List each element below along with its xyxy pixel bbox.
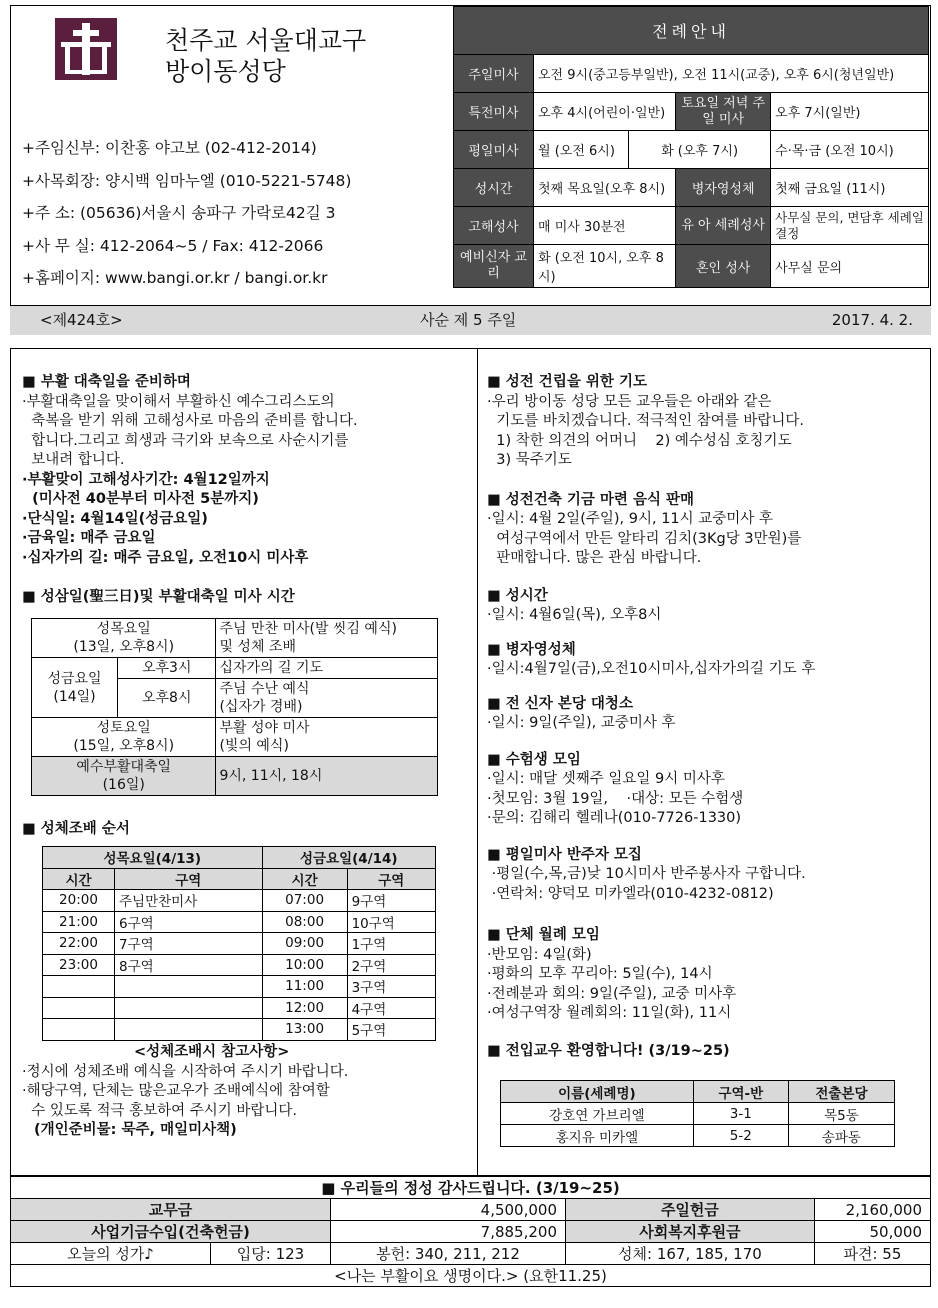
pastor-line: +주임신부: 이찬홍 야고보 (02-412-2014): [22, 139, 317, 157]
cell-text: 07:00: [262, 890, 347, 912]
schedule-label: 유 아 세례성사: [676, 207, 771, 245]
section-title: ■ 수험생 모임: [487, 751, 581, 768]
offering-label: 교무금: [11, 1199, 331, 1221]
text-line: ·여성구역장 월례회의: 11일(화), 11시: [487, 1005, 732, 1021]
text-line: ·평일(수,목,금)낮 10시미사 반주봉사자 구합니다.: [487, 866, 806, 882]
section-title: ■ 전입교우 환영합니다! (3/19~25): [487, 1042, 730, 1059]
schedule-value: 화 (오전 10시, 오후 8시): [534, 245, 676, 288]
schedule-label: 병자영성체: [676, 169, 771, 207]
cell-text: 22:00: [43, 933, 115, 955]
contact-info: [22, 132, 351, 295]
cell-text: 9구역: [347, 890, 435, 912]
table-row: [43, 1019, 436, 1041]
schedule-value: 사무실 문의: [771, 245, 929, 288]
schedule-label: 토요일 저녁 주일 미사: [676, 93, 771, 131]
cell-text: 주님 수난 예식: [219, 681, 310, 697]
office-line: +사 무 실: 412-2064~5 / Fax: 412-2066: [22, 236, 324, 255]
offering-label: 사회복지후원금: [566, 1221, 815, 1243]
issue-number: <제424호>: [40, 311, 123, 329]
text-line: ·해당구역, 단체는 많은교우가 조배예식에 참여할: [22, 1083, 330, 1099]
adoration-notes: [22, 1043, 348, 1141]
cell-text: 8구역: [115, 954, 263, 976]
cell-text: 10구역: [347, 911, 435, 933]
cell-text: 및 성체 조배: [219, 639, 296, 655]
text-line: 보내려 합니다.: [22, 452, 125, 468]
cell-text: [43, 1019, 115, 1041]
schedule-value: 사무실 문의, 면담후 세례일 결정: [771, 207, 929, 245]
address-line: +주 소: (05636)서울시 송파구 가락로42길 3: [22, 204, 336, 222]
cell-text: (십자가 경배): [219, 699, 303, 715]
schedule-value: 첫째 목요일(오후 8시): [534, 169, 676, 207]
cell-text: 십자가의 길 기도: [216, 658, 438, 679]
cell-text: 6구역: [115, 911, 263, 933]
section-title: ■ 병자영성체: [487, 641, 576, 658]
cell-text: 13:00: [262, 1019, 347, 1041]
cell-text: 성목요일: [96, 621, 151, 637]
text-line: 1) 착한 의견의 어머니 2) 예수성심 호칭기도: [487, 432, 792, 449]
cell-text: 08:00: [262, 911, 347, 933]
schedule-label: 성시간: [454, 169, 534, 207]
cell-text: 부활 성야 미사: [219, 720, 310, 736]
schedule-label: 주일미사: [454, 55, 534, 93]
text-line: ·우리 방이동 성당 모든 교우들은 아래와 같은: [487, 393, 772, 410]
easter-section: [22, 373, 358, 568]
cell-text: (16일): [102, 777, 145, 793]
offering-table: [10, 1176, 931, 1287]
header-cell: 시간: [43, 868, 115, 890]
cell-text: (14일): [53, 688, 96, 705]
cell-text: 송파동: [788, 1125, 894, 1147]
offering-value: 2,160,000: [814, 1199, 930, 1221]
schedule-value: 오전 9시(중고등부일반), 오전 11시(교중), 오후 6시(청년일반): [534, 55, 929, 93]
section-title: ■ 전 신자 본당 대청소: [487, 695, 633, 712]
text-line: ·부활맞이 고해성사기간: 4월12일까지: [22, 471, 270, 488]
cell-text: 12:00: [262, 997, 347, 1019]
schedule-label: 평일미사: [454, 131, 534, 169]
offering-value: 4,500,000: [331, 1199, 566, 1221]
cell-text: 7구역: [115, 933, 263, 955]
text-line: ·정시에 성체조배 예식을 시작하여 주시기 바랍니다.: [22, 1063, 349, 1080]
cell-text: [115, 1019, 263, 1041]
cell-text: 강호연 가브리엘: [501, 1103, 694, 1125]
text-line: ·금육일: 매주 금요일: [22, 530, 156, 546]
issue-date: 2017. 4. 2.: [831, 311, 913, 329]
offering-label: 사업기금수입(건축헌금): [11, 1221, 331, 1243]
parish-name-line1: 천주교 서울대교구: [165, 26, 367, 55]
text-line: 3) 묵주기도: [487, 452, 572, 468]
text-line: 합니다.그리고 희생과 극기와 보속으로 사순시기를: [22, 432, 349, 449]
adoration-title: [22, 820, 130, 840]
cell-text: 20:00: [43, 890, 115, 912]
hymn-communion: 성체: 167, 185, 170: [566, 1243, 815, 1265]
schedule-value: 오후 4시(어린이·일반): [534, 93, 676, 131]
section-title: ■ 성체조배 순서: [22, 821, 130, 837]
cell-text: 2구역: [347, 954, 435, 976]
cell-text: 주님만찬미사: [115, 890, 263, 912]
hymn-offertory: 봉헌: 340, 211, 212: [331, 1243, 566, 1265]
offering-value: 7,885,200: [331, 1221, 566, 1243]
cell-text: [43, 976, 115, 998]
cell-text: 10:00: [262, 954, 347, 976]
header-cell: 구역-반: [693, 1081, 788, 1103]
text-line: ·일시: 4월6일(목), 오후8시: [487, 607, 662, 623]
right-column: [487, 373, 815, 1061]
section-title: ■ 부활 대축일을 준비하며: [22, 374, 191, 390]
notes-title: <성체조배시 참고사항>: [134, 1044, 290, 1060]
schedule-value: 수·목·금 (오전 10시): [771, 131, 929, 169]
triduum-title: [22, 588, 295, 608]
parish-logo: [55, 18, 117, 80]
adoration-table: [42, 846, 436, 1041]
cell-text: 3구역: [347, 976, 435, 998]
text-line: ·일시: 매달 셋째주 일요일 9시 미사후: [487, 771, 725, 787]
text-line: ·반모임: 4일(화): [487, 946, 592, 963]
header-cell: 전출본당: [788, 1081, 894, 1103]
text-line: ·단식일: 4월14일(성금요일): [22, 510, 208, 527]
text-line: ·평화의 모후 꾸리아: 5일(수), 14시: [487, 966, 713, 982]
text-line: ·일시:4월7일(금),오전10시미사,십자가의길 기도 후: [487, 661, 816, 677]
text-line: (미사전 40분부터 미사전 5분까지): [22, 491, 259, 507]
section-title: ■ 성시간: [487, 587, 548, 604]
section-title: ■ 평일미사 반주자 모집: [487, 846, 642, 863]
table-row: [501, 1103, 895, 1125]
cell-text: [115, 997, 263, 1019]
cell-text: [115, 976, 263, 998]
cell-text: 23:00: [43, 954, 115, 976]
text-line: ·문의: 김해리 헬레나(010-7726-1330): [487, 810, 742, 826]
text-line: (개인준비물: 묵주, 매일미사책): [34, 1122, 237, 1138]
schedule-value: 화 (오후 7시): [629, 131, 771, 169]
text-line: ·일시: 4월 2일(주일), 9시, 11시 교중미사 후: [487, 511, 773, 527]
table-row: [43, 933, 436, 955]
schedule-label: 예비신자 교 리: [454, 245, 534, 288]
text-line: 여성구역에서 만든 알타리 김치(3Kg당 3만원)를: [487, 530, 802, 547]
cell-text: 1구역: [347, 933, 435, 955]
column-divider: [477, 348, 478, 1176]
table-row: [43, 997, 436, 1019]
hymn-entrance: 입당: 123: [211, 1243, 331, 1265]
cell-text: 9시, 11시, 18시: [216, 757, 438, 796]
hymn-label: 오늘의 성가♪: [11, 1243, 211, 1265]
text-line: ·십자가의 길: 매주 금요일, 오전10시 미사후: [22, 549, 309, 566]
issue-title: 사순 제 5 주일: [420, 311, 517, 329]
cell-text: 목5동: [788, 1103, 894, 1125]
cell-text: 오후3시: [118, 658, 216, 679]
header-cell: 구역: [115, 868, 263, 890]
cell-text: 5구역: [347, 1019, 435, 1041]
text-line: 기도를 바치겠습니다. 적극적인 참여를 바랍니다.: [487, 413, 805, 429]
header-cell: 성목요일(4/13): [43, 847, 263, 869]
text-line: 수 있도록 적극 홍보하여 주시기 바랍니다.: [22, 1102, 297, 1119]
offering-label: 주일헌금: [566, 1199, 815, 1221]
schedule-title: 전례안내: [454, 7, 929, 55]
header-cell: 성금요일(4/14): [262, 847, 435, 869]
cell-text: 5-2: [693, 1125, 788, 1147]
text-line: ·부활대축일을 맞이해서 부활하신 예수그리스도의: [22, 393, 335, 410]
schedule-label: 혼인 성사: [676, 245, 771, 288]
schedule-label: 특전미사: [454, 93, 534, 131]
section-title: ■ 성삼일(聖三日)및 부활대축일 미사 시간: [22, 589, 295, 605]
cell-text: 오후8시: [118, 679, 216, 718]
issue-bar: [10, 305, 931, 335]
text-line: ·첫모임: 3월 19일, ·대상: 모든 수험생: [487, 790, 744, 807]
cell-text: 09:00: [262, 933, 347, 955]
triduum-table: [31, 618, 438, 796]
cell-text: 예수부활대축일: [76, 759, 172, 775]
section-title: ■ 성전건축 기금 마련 음식 판매: [487, 491, 695, 508]
cell-text: 성토요일: [96, 720, 151, 736]
motto: <나는 부활이요 생명이다.> (요한11.25): [11, 1265, 931, 1287]
text-line: ·전례분과 회의: 9일(주일), 교중 미사후: [487, 985, 737, 1002]
cell-text: 21:00: [43, 911, 115, 933]
cell-text: (빛의 예식): [219, 738, 289, 754]
offering-value: 50,000: [814, 1221, 930, 1243]
homepage-line: +홈페이지: www.bangi.or.kr / bangi.or.kr: [22, 269, 328, 287]
cell-text: 성금요일: [47, 670, 102, 687]
header-cell: 구역: [347, 868, 435, 890]
header-cell: 이름(세례명): [501, 1081, 694, 1103]
welcome-table: [500, 1080, 895, 1147]
schedule-value: 오후 7시(일반): [771, 93, 929, 131]
parish-name-line2: 방이동성당: [165, 57, 286, 86]
section-title: ■ 성전 건립을 위한 기도: [487, 374, 647, 390]
schedule-value: 첫째 금요일 (11시): [771, 169, 929, 207]
cell-text: 주님 만찬 미사(발 씻김 예식): [219, 621, 397, 637]
table-row: [43, 911, 436, 933]
offering-title: ■ 우리들의 정성 감사드립니다. (3/19~25): [11, 1177, 931, 1199]
schedule-label: 고해성사: [454, 207, 534, 245]
liturgy-schedule-table: [453, 6, 929, 288]
header-cell: 시간: [262, 868, 347, 890]
cell-text: 4구역: [347, 997, 435, 1019]
cell-text: 11:00: [262, 976, 347, 998]
text-line: ·연락처: 양덕모 미카엘라(010-4232-0812): [487, 885, 774, 902]
text-line: ·일시: 9일(주일), 교중미사 후: [487, 715, 676, 731]
table-row: [43, 976, 436, 998]
hymn-dismissal: 파견: 55: [814, 1243, 930, 1265]
table-row: [43, 890, 436, 912]
parish-name: [165, 25, 366, 87]
schedule-value: 매 미사 30분전: [534, 207, 676, 245]
cell-text: 3-1: [693, 1103, 788, 1125]
schedule-value: 월 (오전 6시): [534, 131, 629, 169]
text-line: 축복을 받기 위해 고해성사로 마음의 준비를 합니다.: [22, 413, 358, 429]
cell-text: (13일, 오후8시): [73, 639, 175, 655]
cell-text: [43, 997, 115, 1019]
cell-text: (15일, 오후8시): [73, 738, 175, 754]
table-row: [43, 954, 436, 976]
table-row: [501, 1125, 895, 1147]
section-title: ■ 단체 월례 모임: [487, 927, 600, 943]
cell-text: 홍지유 미카엘: [501, 1125, 694, 1147]
council-line: +사목회장: 양시백 임마누엘 (010-5221-5748): [22, 171, 352, 190]
text-line: 판매합니다. 많은 관심 바랍니다.: [487, 550, 702, 566]
